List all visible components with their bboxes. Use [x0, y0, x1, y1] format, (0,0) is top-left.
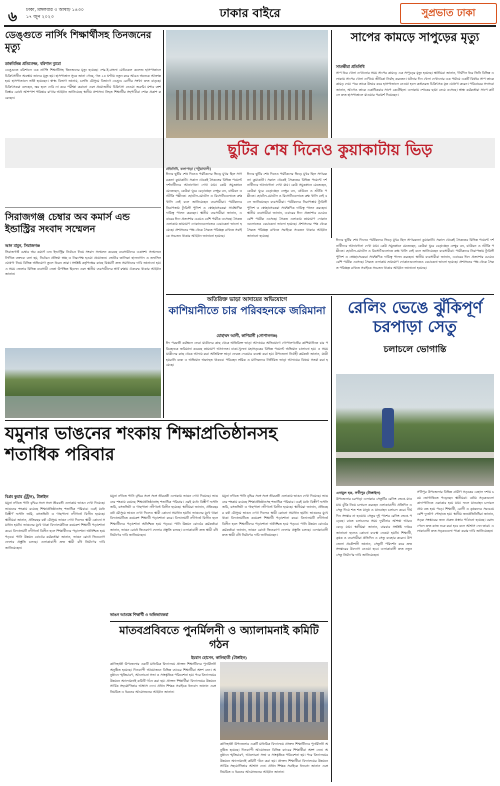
- headline-kuakata: ছুটির শেষ দিনেও কুয়াকাটায় ভিড়: [227, 141, 433, 159]
- body-dengue: ডেঙ্গুতে বরিশালে এক নার্সিং শিক্ষার্থীসহ তিনজনের মৃত্যু হয়েছে। শের-ই-বাংলা মেডিকেল কলেজ হাসপাতালে চিকিৎসাধীন অবস্থায় তাদের মৃত্যু হয়। হাসপাতাল সূত্রে জানা গেছে, গত ২৪ ঘণ্টায় নতুন করে আরও অনেকে আক্রান্ত হয়ে হাসপাতালে ভর্তি হয়েছেন। স্বাস্থ্য বিভাগ জানায়, চলতি মৌসুমে বিভাগে ডেঙ্গু রোগীর সংখ্যা দ্রুত বাড়ছে। চিকিৎসকরা বলছেন, জ্বর হলে দেরি না করে পরীক্ষা করানো এবং প্রয়োজনীয় চিকিৎসা নেওয়া জরুরি। মশার বংশবিস্তার রোধে আশপাশ পরিষ্কার রাখার আহ্বান জানিয়েছে স্থানীয় প্রশাসন। নিহত শিক্ষার্থীর সহপাঠীরা শোক প্রকাশ করেছেন।: [5, 68, 161, 100]
- byline-kashiani: মোহাম্মদ আলী, কাশিয়ানী (গোপালগঞ্জ): [216, 333, 278, 338]
- divider-vertical: [163, 30, 164, 418]
- photo-alumni-people: [224, 692, 324, 722]
- body-kuakata-col1: ঈদের ছুটির শেষ দিনেও পর্যটকদের ভিড়ে মুখর ছিল সাগরকন্যা কুয়াকাটা। সকাল থেকেই সৈকতের বিভিন্ন পয়েন্টে দর্শনার্থীদের আনাগোনা দেখা যায়। কেউ সমুদ্রস্নানে মেতেছেন, কেউবা ঘুরে বেড়াচ্ছেন লেম্বুর বন, ঝাউবন ও শুঁটকি পল্লীতে। হোটেল-মোটেল ও রিসোর্টগুলোতে কক্ষ খালি নেই বলে জানিয়েছেন ব্যবসায়ীরা। পর্যটকদের নিরাপত্তায় ট্যুরিস্ট পুলিশ ও স্বেচ্ছাসেবকরা সার্বক্ষণিক দায়িত্ব পালন করছেন। স্থানীয় ব্যবসায়ীরা জানান, এবারের ঈদে প্রত্যাশার চেয়েও বেশি পর্যটক এসেছে। সৈকত এলাকায় ভ্রাম্যমাণ দোকানগুলোতেও বেচাকেনা ভালো হয়েছে। প্রশাসনের পক্ষ থেকে সৈকত পরিচ্ছন্ন রাখতে সবাইকে সচেতন থাকার আহ্বান জানানো হয়েছে।: [166, 172, 242, 238]
- byline-alumni: ইমরান হোসেন, কালিহাতী (টাঙ্গাইল): [191, 655, 247, 660]
- body-kashiani: ঈদ পরবর্তী কর্মস্থলে ফেরা যাত্রীদের কাছ থেকে অতিরিক্ত ভাড়া আদায়ের অভিযোগে গোপালগঞ্জের কাশিয়ানীতে চার পরিবহনকে জরিমানা করেছে ভ্রাম্যমাণ আদালত। ঢাকা-খুলনা মহাসড়কের বিভিন্ন পয়েন্টে অভিযান চালানো হয়। এ সময় যাত্রীদের কাছ থেকে আদায় করা অতিরিক্ত ভাড়া ফেরত দেওয়ার ব্যবস্থা করা হয়। উপজেলা নির্বাহী কর্মকর্তা জানান, যাত্রী হয়রানি বন্ধে এ অভিযান অব্যাহত থাকবে। পরিবহন শ্রমিক ও মালিকদের নির্ধারিত ভাড়া আদায়ের বিষয়ে সতর্ক করা হয়েছে।: [166, 341, 328, 368]
- header: [0, 0, 500, 27]
- body-chamber: সিরাজগঞ্জ চেম্বার অব কমার্স এন্ড ইন্ডাস্ট্রির নির্বাচন নিয়ে সংবাদ সম্মেলন করেছে ব্যবসায়ীদের একাংশ। সম্মেলনে লিখিত বক্তব্যে বলা হয়, নির্বাচন প্রক্রিয়া স্বচ্ছ ও নিরপেক্ষ হওয়া প্রয়োজন। ভোটার তালিকা হালনাগাদ ও তফসিল ঘোষণা নিয়ে বিভিন্ন অভিযোগ তুলে ধরেন তারা। সংশ্লিষ্ট কর্তৃপক্ষের কাছে বিষয়টি দ্রুত সমাধানের দাবি জানানো হয়। এ সময় জেলার বিভিন্ন ব্যবসায়ী নেতা উপস্থিত ছিলেন এবং স্থানীয় ব্যবসায়ীদের স্বার্থ রক্ষায় ঐক্যবদ্ধ থাকার আহ্বান জানান।: [5, 250, 161, 277]
- subhead-jamuna: ভাঙন আতঙ্কে শিক্ষার্থী ও অভিভাবকরা: [110, 612, 169, 617]
- byline-dengue: ডাকবিভিন্ন প্রতিবেদক, বরিশাল ব্যুরো: [5, 61, 61, 66]
- body-jamuna-col1: যমুনা নদীতে পানি বৃদ্ধির সঙ্গে সঙ্গে তীরবর্তী এলাকায় ভাঙন দেখা দিয়েছে। ভাঙনের শংকায় রয়েছে শিক্ষাপ্রতিষ্ঠানসহ শতাধিক পরিবার। এরই মধ্যে বিস্তীর্ণ ফসলি জমি, বসতভিটা ও গাছপালা নদীগর্ভে বিলীন হয়েছে। স্থানীয়রা জানান, প্রতিবছর বর্ষা মৌসুমে ভাঙন দেখা দিলেও স্থায়ী কোনো সমাধান হয়নি। ভাঙনের মুখে থাকা বিদ্যালয়টিতে কয়েকশ শিক্ষার্থী পড়াশোনা করে। বিদ্যালয়টি নদীগর্ভে বিলীন হলে শিক্ষার্থীদের পড়াশোনা অনিশ্চিত হয়ে পড়বে। পানি উন্নয়ন বোর্ডের কর্মকর্তারা জানান, ভাঙন রোধে জিওব্যাগ ফেলার প্রস্তুতি চলছে। এলাকাবাসী দ্রুত স্থায়ী বাঁধ নির্মাণের দাবি জানিয়েছেন।: [5, 501, 105, 550]
- photo-bridge: [336, 374, 494, 486]
- body-snake: সাপ ধরে খেলা দেখানোর সময় সাপের কামড়ে এক সাপুড়ের মৃত্যু হয়েছে। স্থানীয়রা জানান, দীর্ঘদিন ধরে তিনি বিভিন্ন এলাকায় সাপের খেলা দেখিয়ে জীবিকা নির্বাহ করতেন। ঘটনার দিন খেলা দেখানোর এক পর্যায়ে একটি বিষধর সাপ তাকে কামড় দেয়। পরে তাকে উদ্ধার করে হাসপাতালে নেওয়া হলে কর্তব্যরত চিকিৎসক মৃত ঘোষণা করেন। পরিবারের সদস্যরা জানান, আগেও তাকে একাধিকবার সাপে কেটেছিল। এলাকায় শোকের ছায়া নেমে এসেছে। স্বাস্থ্য কর্মকর্তারা সাপে কাটলে দ্রুত হাসপাতালে যাওয়ার পরামর্শ দিয়েছেন।: [336, 71, 494, 98]
- photo-bridge-rail: [336, 452, 494, 458]
- date-line-1: ঢাকা, মঙ্গলবার ৩ আষাঢ় ১৪৩০: [26, 8, 84, 13]
- headline-alumni: মাতবপ্রবিবতে পুনর্মিলনী ও অ্যালামনাই কমিটি গঠন: [119, 624, 319, 651]
- article-bridge: [336, 296, 494, 368]
- divider-vertical: [331, 30, 332, 238]
- page-number: ৬: [8, 9, 18, 25]
- headline-dengue: ডেঙ্গুতে নার্সিং শিক্ষার্থীসহ তিনজনের মৃত্যু: [5, 30, 152, 53]
- body-alumni-col1: কালিহাতী উপজেলার একটি মাধ্যমিক বিদ্যালয়ে প্রাক্তন শিক্ষার্থীদের পুনর্মিলনী অনুষ্ঠিত হয়েছে। দিনব্যাপী আয়োজনে বিভিন্ন ব্যাচের শিক্ষার্থীরা অংশ নেন। অনুষ্ঠানে স্মৃতিচারণ, আলোচনা সভা ও সাংস্কৃতিক পরিবেশনা হয়। পরে বিদ্যালয়ের উন্নয়নে অ্যালামনাই কমিটি গঠন করা হয়। প্রাক্তন শিক্ষার্থীরা বিদ্যালয়ের উন্নয়নে সার্বিক সহযোগিতার আশ্বাস দেন। প্রধান শিক্ষক সবাইকে ধন্যবাদ জানান এবং নিয়মিত এ ধরনের আয়োজনের আহ্বান জানান।: [110, 662, 216, 694]
- photo-alumni-group: [220, 662, 328, 740]
- divider: [5, 207, 161, 208]
- article-snake: [336, 30, 494, 235]
- body-bridge-col1: উপজেলার চরপাড়া এলাকার সেতুটির রেলিং ভেঙে যাওয়ায় ঝুঁকি নিয়ে চলাচল করছেন এলাকাবাসী। প্রতিদিন এ সেতু দিয়ে শত শত মানুষ ও যানবাহন চলাচল করে। দীর্ঘদিন সংস্কার না হওয়ায় সেতুর দুই পাশের রেলিং ভেঙে পড়েছে। রাতে চলাচলের সময় দুর্ঘটনার আশঙ্কা আরও বেড়ে যায়। স্থানীয়রা জানান, বারবার সংশ্লিষ্ট দপ্তরে জানানো হলেও কোনো ব্যবস্থা নেওয়া হয়নি। শিক্ষার্থী, কৃষক ও ব্যবসায়ীরা প্রতিদিন এ সেতু ব্যবহার করেন। উপজেলা প্রকৌশলী জানান, সেতুটি পরিদর্শন করে দ্রুত সংস্কারের উদ্যোগ নেওয়া হবে। এলাকাবাসী দ্রুত নতুন সেতু নির্মাণের দাবি জানিয়েছেন।: [336, 497, 412, 557]
- photo-beach: [166, 30, 328, 138]
- article-kashiani: [166, 296, 328, 414]
- byline-chamber: আল মামুন, সিরাজগঞ্জ: [5, 243, 40, 248]
- body-jamuna-col2: যমুনা নদীতে পানি বৃদ্ধির সঙ্গে সঙ্গে তীরবর্তী এলাকায় ভাঙন দেখা দিয়েছে। ভাঙনের শংকায় রয়েছে শিক্ষাপ্রতিষ্ঠানসহ শতাধিক পরিবার। এরই মধ্যে বিস্তীর্ণ ফসলি জমি, বসতভিটা ও গাছপালা নদীগর্ভে বিলীন হয়েছে। স্থানীয়রা জানান, প্রতিবছর বর্ষা মৌসুমে ভাঙন দেখা দিলেও স্থায়ী কোনো সমাধান হয়নি। ভাঙনের মুখে থাকা বিদ্যালয়টিতে কয়েকশ শিক্ষার্থী পড়াশোনা করে। বিদ্যালয়টি নদীগর্ভে বিলীন হলে শিক্ষার্থীদের পড়াশোনা অনিশ্চিত হয়ে পড়বে। পানি উন্নয়ন বোর্ডের কর্মকর্তারা জানান, ভাঙন রোধে জিওব্যাগ ফেলার প্রস্তুতি চলছে। এলাকাবাসী দ্রুত স্থায়ী বাঁধ নির্মাণের দাবি জানিয়েছেন।: [110, 494, 218, 538]
- date-line-2: ১৭ জুন ২০২৩: [26, 15, 54, 20]
- byline-jamuna: বিপ্লব কুমার (টুটুল), টাঙ্গাইল: [5, 494, 49, 499]
- section-title: ঢাকার বাইরে: [219, 6, 281, 20]
- body-kuakata-col2: ঈদের ছুটির শেষ দিনেও পর্যটকদের ভিড়ে মুখর ছিল সাগরকন্যা কুয়াকাটা। সকাল থেকেই সৈকতের বিভিন্ন পয়েন্টে দর্শনার্থীদের আনাগোনা দেখা যায়। কেউ সমুদ্রস্নানে মেতেছেন, কেউবা ঘুরে বেড়াচ্ছেন লেম্বুর বন, ঝাউবন ও শুঁটকি পল্লীতে। হোটেল-মোটেল ও রিসোর্টগুলোতে কক্ষ খালি নেই বলে জানিয়েছেন ব্যবসায়ীরা। পর্যটকদের নিরাপত্তায় ট্যুরিস্ট পুলিশ ও স্বেচ্ছাসেবকরা সার্বক্ষণিক দায়িত্ব পালন করছেন। স্থানীয় ব্যবসায়ীরা জানান, এবারের ঈদে প্রত্যাশার চেয়েও বেশি পর্যটক এসেছে। সৈকত এলাকায় ভ্রাম্যমাণ দোকানগুলোতেও বেচাকেনা ভালো হয়েছে। প্রশাসনের পক্ষ থেকে সৈকত পরিচ্ছন্ন রাখতে সবাইকে সচেতন থাকার আহ্বান জানানো হয়েছে।: [247, 172, 327, 238]
- body-kuakata-col3: ঈদের ছুটির শেষ দিনেও পর্যটকদের ভিড়ে মুখর ছিল সাগরকন্যা কুয়াকাটা। সকাল থেকেই সৈকতের বিভিন্ন পয়েন্টে দর্শনার্থীদের আনাগোনা দেখা যায়। কেউ সমুদ্রস্নানে মেতেছেন, কেউবা ঘুরে বেড়াচ্ছেন লেম্বুর বন, ঝাউবন ও শুঁটকি পল্লীতে। হোটেল-মোটেল ও রিসোর্টগুলোতে কক্ষ খালি নেই বলে জানিয়েছেন ব্যবসায়ীরা। পর্যটকদের নিরাপত্তায় ট্যুরিস্ট পুলিশ ও স্বেচ্ছাসেবকরা সার্বক্ষণিক দায়িত্ব পালন করছেন। স্থানীয় ব্যবসায়ীরা জানান, এবারের ঈদে প্রত্যাশার চেয়েও বেশি পর্যটক এসেছে। সৈকত এলাকায় ভ্রাম্যমাণ দোকানগুলোতেও বেচাকেনা ভালো হয়েছে। প্রশাসনের পক্ষ থেকে সৈকত পরিচ্ছন্ন রাখতে সবাইকে সচেতন থাকার আহ্বান জানানো হয়েছে।: [336, 238, 494, 270]
- photo-riverbank: [5, 348, 161, 418]
- header-rule: [4, 25, 496, 27]
- byline-kuakata: প্রতিনিধি, কলাপাড়া (পটুয়াখালী): [166, 167, 212, 171]
- byline-snake: সাতক্ষীরা প্রতিনিধি: [336, 64, 365, 69]
- body-jamuna-col3: যমুনা নদীতে পানি বৃদ্ধির সঙ্গে সঙ্গে তীরবর্তী এলাকায় ভাঙন দেখা দিয়েছে। ভাঙনের শংকায় রয়েছে শিক্ষাপ্রতিষ্ঠানসহ শতাধিক পরিবার। এরই মধ্যে বিস্তীর্ণ ফসলি জমি, বসতভিটা ও গাছপালা নদীগর্ভে বিলীন হয়েছে। স্থানীয়রা জানান, প্রতিবছর বর্ষা মৌসুমে ভাঙন দেখা দিলেও স্থায়ী কোনো সমাধান হয়নি। ভাঙনের মুখে থাকা বিদ্যালয়টিতে কয়েকশ শিক্ষার্থী পড়াশোনা করে। বিদ্যালয়টি নদীগর্ভে বিলীন হলে শিক্ষার্থীদের পড়াশোনা অনিশ্চিত হয়ে পড়বে। পানি উন্নয়ন বোর্ডের কর্মকর্তারা জানান, ভাঙন রোধে জিওব্যাগ ফেলার প্রস্তুতি চলছে। এলাকাবাসী দ্রুত স্থায়ী বাঁধ নির্মাণের দাবি জানিয়েছেন।: [222, 494, 328, 538]
- headline-kashiani: কাশিয়ানীতে চার পরিবহনকে জরিমানা: [168, 305, 326, 317]
- photo-bridge-person: [382, 408, 394, 448]
- subtitle-bridge: চলাচলে ভোগান্তি: [383, 345, 447, 355]
- headline-jamuna: যমুনার ভাঙনের শংকায় শিক্ষাপ্রতিষ্ঠানসহ শতাধিক পরিবার: [5, 424, 278, 465]
- byline-bridge: এনামুল হক, সখীপুর (টাঙ্গাইল): [336, 491, 381, 495]
- headline-chamber: সিরাজগঞ্জ চেম্বার অব কমার্স এন্ড ইন্ডাস্ট্রির সংবাদ সম্মেলন: [5, 212, 130, 235]
- headline-snake: সাপের কামড়ে সাপুড়ের মৃত্যু: [350, 30, 480, 44]
- body-alumni-col2: কালিহাতী উপজেলার একটি মাধ্যমিক বিদ্যালয়ে প্রাক্তন শিক্ষার্থীদের পুনর্মিলনী অনুষ্ঠিত হয়েছে। দিনব্যাপী আয়োজনে বিভিন্ন ব্যাচের শিক্ষার্থীরা অংশ নেন। অনুষ্ঠানে স্মৃতিচারণ, আলোচনা সভা ও সাংস্কৃতিক পরিবেশনা হয়। পরে বিদ্যালয়ের উন্নয়নে অ্যালামনাই কমিটি গঠন করা হয়। প্রাক্তন শিক্ষার্থীরা বিদ্যালয়ের উন্নয়নে সার্বিক সহযোগিতার আশ্বাস দেন। প্রধান শিক্ষক সবাইকে ধন্যবাদ জানান এবং নিয়মিত এ ধরনের আয়োজনের আহ্বান জানান।: [220, 742, 328, 774]
- article-jamuna: [5, 424, 328, 489]
- body-bridge-col2: সখীপুর উপজেলার বিভিন্ন গ্রামীণ সড়কের বেহাল দশায় চরম ভোগান্তিতে পড়েছেন স্থানীয়রা। বর্ষায় সড়কগুলো কাদাপানিতে একাকার হয়ে যায়। ফলে যানবাহন চলাচল প্রায় বন্ধ হয়ে পড়ে। শিক্ষার্থী, রোগী ও কৃষকদের সবচেয়ে বেশি দুর্ভোগ পোহাতে হয়। স্থানীয় জনপ্রতিনিধিরা জানান, সড়ক সংস্কারের জন্য প্রকল্প প্রস্তাব পাঠানো হয়েছে। বরাদ্দ পেলে দ্রুত কাজ শুরু করা হবে বলে আশ্বাস দেন তারা। এলাকাবাসী দ্রুত সড়কগুলো পাকা করার দাবি জানিয়েছেন।: [417, 490, 494, 534]
- photo-beach-crowd: [176, 90, 316, 120]
- kicker-kashiani: অতিরিক্ত ভাড়া আদায়ের অভিযোগে: [207, 297, 287, 303]
- brand-name: সুপ্রভাত ঢাকা: [421, 8, 476, 19]
- divider: [110, 621, 328, 622]
- brand-logo: [400, 3, 497, 24]
- divider-vertical: [331, 296, 332, 782]
- headline-bridge: রেলিং ভেঙে ঝুঁকিপূর্ণ চরপাড়া সেতু: [347, 298, 483, 336]
- article-dengue: [5, 30, 161, 206]
- photo-river-water: [5, 396, 161, 418]
- divider: [166, 294, 494, 295]
- divider: [5, 420, 328, 421]
